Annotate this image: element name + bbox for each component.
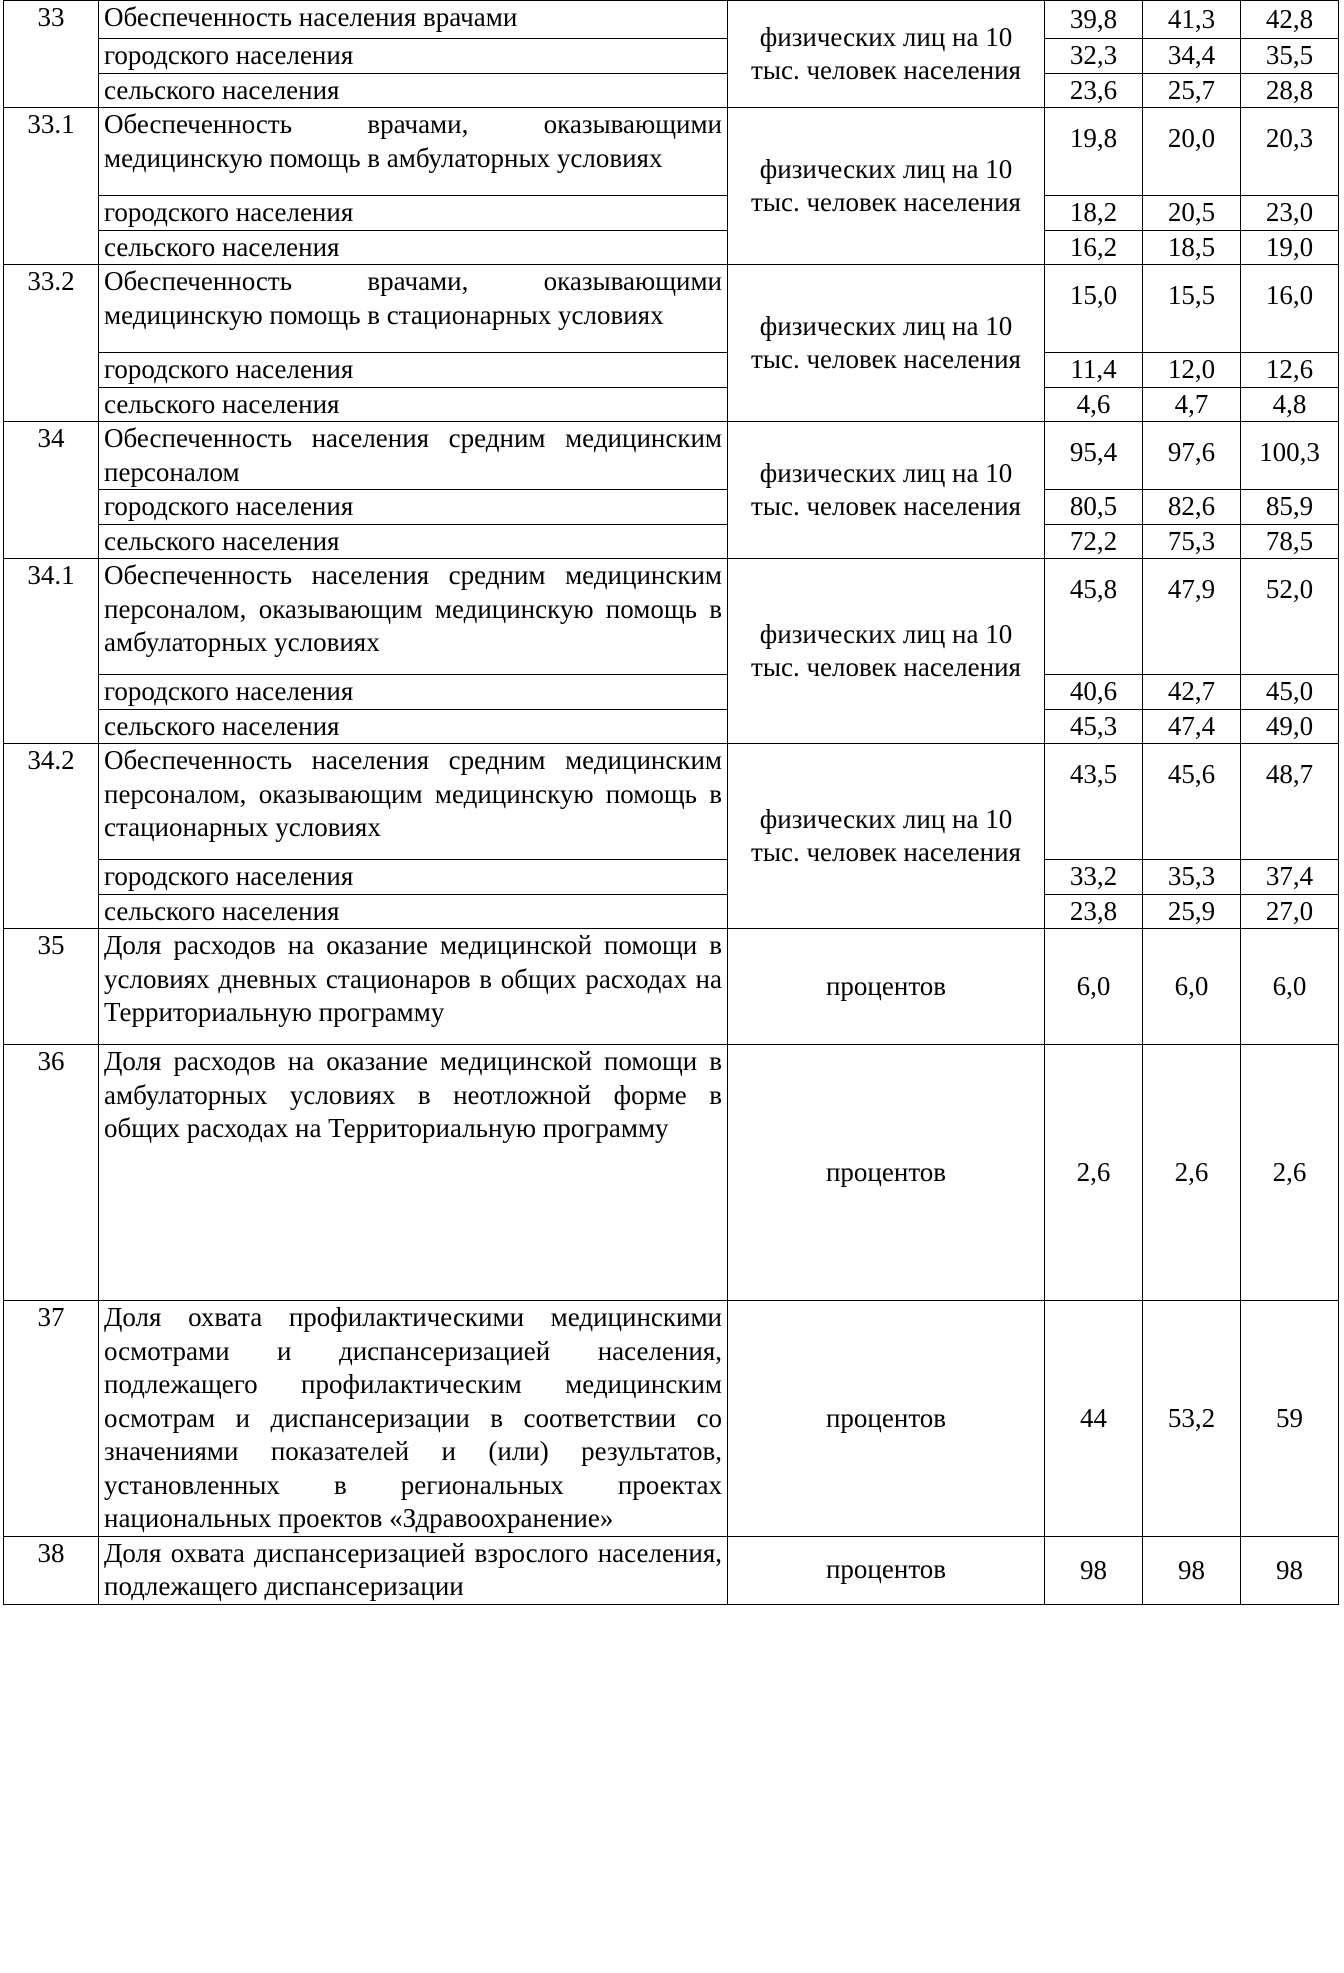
indicator-name: Обеспеченность врачами, оказывающими медицинскую помощь в стационарных условиях (99, 265, 728, 353)
indicator-subrow (4, 490, 1339, 525)
unit-of-measure: физических лиц на 10 тыс. человек населения (728, 422, 1045, 559)
row-number: 36 (4, 1045, 99, 1301)
population-category: городского населения (99, 353, 728, 388)
unit-of-measure: процентов (728, 1045, 1045, 1301)
row-number: 34.2 (4, 744, 99, 929)
indicator-subrow (4, 709, 1339, 744)
value-year-2: 75,3 (1143, 524, 1241, 559)
indicator-subrow (4, 73, 1339, 108)
value-year-1: 2,6 (1045, 1045, 1143, 1301)
value-year-3: 49,0 (1241, 709, 1339, 744)
indicator-row (4, 929, 1339, 1045)
indicator-subrow (4, 230, 1339, 265)
unit-of-measure: процентов (728, 1301, 1045, 1537)
indicator-row (4, 1301, 1339, 1537)
indicator-row (4, 1536, 1339, 1604)
value-year-1: 95,4 (1045, 422, 1143, 490)
value-year-2: 35,3 (1143, 860, 1241, 895)
value-year-3: 23,0 (1241, 196, 1339, 231)
value-year-1: 4,6 (1045, 387, 1143, 422)
value-year-1: 40,6 (1045, 675, 1143, 710)
value-year-2: 4,7 (1143, 387, 1241, 422)
indicator-subrow (4, 894, 1339, 929)
row-number: 35 (4, 929, 99, 1045)
value-year-1: 80,5 (1045, 490, 1143, 525)
value-year-3: 45,0 (1241, 675, 1339, 710)
value-year-1: 11,4 (1045, 353, 1143, 388)
value-year-1: 39,8 (1045, 1, 1143, 39)
indicators-table (3, 0, 1339, 1605)
value-year-3: 59 (1241, 1301, 1339, 1537)
value-year-3: 85,9 (1241, 490, 1339, 525)
row-number: 38 (4, 1536, 99, 1604)
value-year-2: 47,9 (1143, 559, 1241, 675)
indicator-name: Обеспеченность населения средним медицинским персоналом (99, 422, 728, 490)
value-year-1: 72,2 (1045, 524, 1143, 559)
unit-of-measure: процентов (728, 929, 1045, 1045)
indicator-subrow (4, 353, 1339, 388)
value-year-2: 41,3 (1143, 1, 1241, 39)
indicator-name: Обеспеченность населения средним медицинским персоналом, оказывающим медицинскую помощь в амбулаторных условиях (99, 559, 728, 675)
value-year-3: 19,0 (1241, 230, 1339, 265)
unit-of-measure: физических лиц на 10 тыс. человек населения (728, 1, 1045, 108)
value-year-1: 23,8 (1045, 894, 1143, 929)
indicator-name: Обеспеченность населения средним медицинским персоналом, оказывающим медицинскую помощь в стационарных условиях (99, 744, 728, 860)
value-year-3: 98 (1241, 1536, 1339, 1604)
value-year-1: 98 (1045, 1536, 1143, 1604)
value-year-2: 20,0 (1143, 108, 1241, 196)
value-year-3: 4,8 (1241, 387, 1339, 422)
value-year-2: 82,6 (1143, 490, 1241, 525)
indicator-subrow (4, 860, 1339, 895)
value-year-1: 44 (1045, 1301, 1143, 1537)
value-year-2: 45,6 (1143, 744, 1241, 860)
population-category: сельского населения (99, 387, 728, 422)
value-year-1: 45,8 (1045, 559, 1143, 675)
value-year-3: 37,4 (1241, 860, 1339, 895)
value-year-3: 12,6 (1241, 353, 1339, 388)
value-year-2: 98 (1143, 1536, 1241, 1604)
population-category: сельского населения (99, 524, 728, 559)
value-year-3: 2,6 (1241, 1045, 1339, 1301)
value-year-3: 78,5 (1241, 524, 1339, 559)
value-year-2: 34,4 (1143, 39, 1241, 74)
unit-of-measure: физических лиц на 10 тыс. человек населения (728, 744, 1045, 929)
indicator-row (4, 265, 1339, 353)
row-number: 37 (4, 1301, 99, 1537)
value-year-3: 28,8 (1241, 73, 1339, 108)
indicator-name: Доля охвата профилактическими медицинскими осмотрами и диспансеризацией населения, подлежащего профилактическим медицинским осмотрам и диспансеризации в соответствии со значениями показателей и (или) результатов, установленных в региональных проектах национальных проектов «Здравоохранение» (99, 1301, 728, 1537)
value-year-2: 2,6 (1143, 1045, 1241, 1301)
value-year-1: 15,0 (1045, 265, 1143, 353)
indicator-row (4, 422, 1339, 490)
value-year-2: 97,6 (1143, 422, 1241, 490)
indicator-row (4, 559, 1339, 675)
indicator-row (4, 1, 1339, 39)
row-number: 34.1 (4, 559, 99, 744)
row-number: 33 (4, 1, 99, 108)
indicator-name: Доля охвата диспансеризацией взрослого населения, подлежащего диспансеризации (99, 1536, 728, 1604)
value-year-3: 42,8 (1241, 1, 1339, 39)
population-category: городского населения (99, 39, 728, 74)
value-year-2: 6,0 (1143, 929, 1241, 1045)
value-year-3: 52,0 (1241, 559, 1339, 675)
value-year-3: 6,0 (1241, 929, 1339, 1045)
value-year-2: 53,2 (1143, 1301, 1241, 1537)
value-year-1: 33,2 (1045, 860, 1143, 895)
row-number: 33.2 (4, 265, 99, 422)
value-year-2: 20,5 (1143, 196, 1241, 231)
value-year-3: 27,0 (1241, 894, 1339, 929)
value-year-1: 45,3 (1045, 709, 1143, 744)
value-year-2: 42,7 (1143, 675, 1241, 710)
indicator-subrow (4, 675, 1339, 710)
indicator-row (4, 744, 1339, 860)
value-year-2: 25,7 (1143, 73, 1241, 108)
row-number: 34 (4, 422, 99, 559)
indicator-subrow (4, 196, 1339, 231)
unit-of-measure: процентов (728, 1536, 1045, 1604)
value-year-2: 25,9 (1143, 894, 1241, 929)
indicator-row (4, 108, 1339, 196)
value-year-1: 6,0 (1045, 929, 1143, 1045)
value-year-3: 48,7 (1241, 744, 1339, 860)
value-year-2: 47,4 (1143, 709, 1241, 744)
population-category: сельского населения (99, 709, 728, 744)
population-category: городского населения (99, 860, 728, 895)
population-category: сельского населения (99, 73, 728, 108)
value-year-2: 18,5 (1143, 230, 1241, 265)
value-year-1: 16,2 (1045, 230, 1143, 265)
value-year-3: 100,3 (1241, 422, 1339, 490)
value-year-1: 43,5 (1045, 744, 1143, 860)
indicators-table-body (4, 1, 1339, 1605)
value-year-2: 12,0 (1143, 353, 1241, 388)
unit-of-measure: физических лиц на 10 тыс. человек населения (728, 559, 1045, 744)
value-year-1: 23,6 (1045, 73, 1143, 108)
unit-of-measure: физических лиц на 10 тыс. человек населения (728, 108, 1045, 265)
indicator-row (4, 1045, 1339, 1301)
indicator-subrow (4, 524, 1339, 559)
value-year-3: 20,3 (1241, 108, 1339, 196)
value-year-2: 15,5 (1143, 265, 1241, 353)
indicator-subrow (4, 39, 1339, 74)
population-category: сельского населения (99, 230, 728, 265)
indicator-name: Доля расходов на оказание медицинской помощи в условиях дневных стационаров в общих расходах на Территориальную программу (99, 929, 728, 1045)
indicator-name: Обеспеченность населения врачами (99, 1, 728, 39)
value-year-1: 19,8 (1045, 108, 1143, 196)
value-year-1: 18,2 (1045, 196, 1143, 231)
value-year-1: 32,3 (1045, 39, 1143, 74)
indicator-subrow (4, 387, 1339, 422)
value-year-3: 35,5 (1241, 39, 1339, 74)
indicator-name: Доля расходов на оказание медицинской помощи в амбулаторных условиях в неотложной форме в общих расходах на Территориальную программу (99, 1045, 728, 1301)
row-number: 33.1 (4, 108, 99, 265)
value-year-3: 16,0 (1241, 265, 1339, 353)
indicator-name: Обеспеченность врачами, оказывающими медицинскую помощь в амбулаторных условиях (99, 108, 728, 196)
unit-of-measure: физических лиц на 10 тыс. человек населения (728, 265, 1045, 422)
population-category: городского населения (99, 196, 728, 231)
population-category: городского населения (99, 490, 728, 525)
population-category: сельского населения (99, 894, 728, 929)
population-category: городского населения (99, 675, 728, 710)
